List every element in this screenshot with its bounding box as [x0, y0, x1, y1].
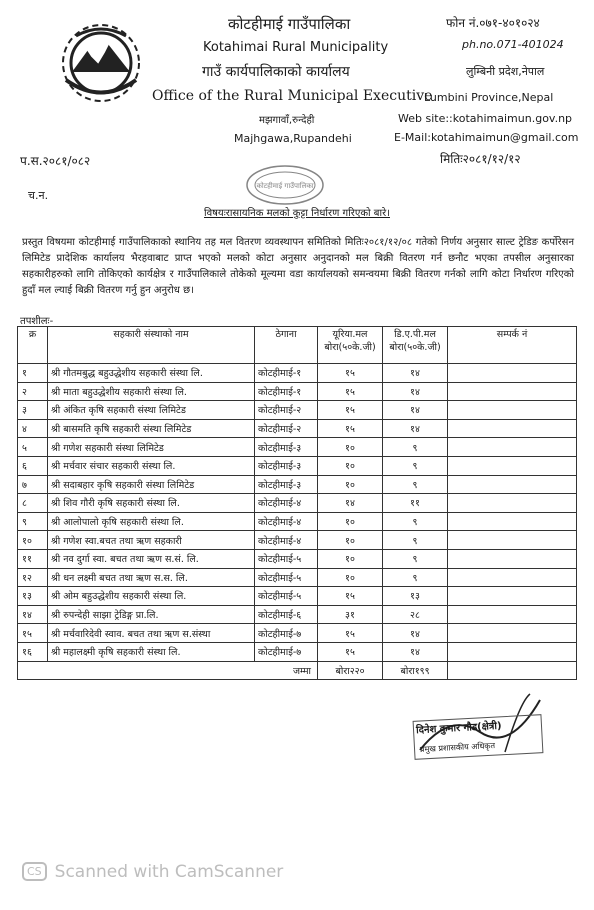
details-label: तपशीलः-	[20, 316, 54, 327]
row-contact	[448, 642, 577, 661]
row-dap: १४	[383, 642, 448, 661]
row-address: कोटहीमाई-३	[255, 475, 318, 494]
office-stamp	[244, 163, 326, 207]
row-contact	[448, 401, 577, 420]
row-org-name: श्री धन लक्ष्मी बचत तथा ऋण स.स. लि.	[48, 568, 255, 587]
table-row	[18, 642, 577, 661]
camscanner-icon: CS	[22, 862, 47, 881]
quota-table	[17, 326, 577, 680]
row-urea: १५	[318, 642, 383, 661]
table-row	[18, 512, 577, 531]
row-dap: १४	[383, 419, 448, 438]
col-org-name: सहकारी संस्थाको नाम	[48, 327, 255, 364]
subject-line: विषयःरासायनिक मलको कुट्टा निर्धारण गरिएको बारे।	[204, 208, 390, 219]
row-address: कोटहीमाई-७	[255, 642, 318, 661]
table-row	[18, 494, 577, 513]
row-org-name: श्री मर्चवार संचार सहकारी संस्था लि.	[48, 456, 255, 475]
total-label: जम्मा	[18, 661, 318, 680]
municipality-name-en: Kotahimai Rural Municipality	[203, 40, 389, 55]
row-contact	[448, 624, 577, 643]
row-sn: ४	[18, 419, 48, 438]
row-org-name: श्री रुपन्देही साझा ट्रेडिङ्ग प्रा.लि.	[48, 605, 255, 624]
table-row	[18, 568, 577, 587]
row-org-name: श्री ओम बहुउद्धेशीय सहकारी संस्था लि.	[48, 587, 255, 606]
row-urea: १०	[318, 438, 383, 457]
row-address: कोटहीमाई-६	[255, 605, 318, 624]
row-sn: १६	[18, 642, 48, 661]
total-contact	[448, 661, 577, 680]
place-np: मझगावाँ,रुन्देही	[259, 115, 315, 126]
dispatch-number: च.न.	[28, 189, 49, 202]
row-org-name: श्री गणेश सहकारी संस्था लिमिटेड	[48, 438, 255, 457]
row-urea: ३१	[318, 605, 383, 624]
row-dap: १४	[383, 382, 448, 401]
row-org-name: श्री शिव गौरी कृषि सहकारी संस्था लि.	[48, 494, 255, 513]
row-urea: १४	[318, 494, 383, 513]
row-address: कोटहीमाई-१	[255, 364, 318, 383]
letter-date: मितिः२०८१/१२/१२	[440, 152, 521, 166]
row-dap: ९	[383, 568, 448, 587]
row-org-name: श्री माता बहुउद्धेशीय सहकारी संस्था लि.	[48, 382, 255, 401]
row-sn: ७	[18, 475, 48, 494]
province-en: Lumbini Province,Nepal	[424, 91, 554, 104]
place-en: Majhgawa,Rupandehi	[234, 132, 352, 145]
row-sn: १४	[18, 605, 48, 624]
row-urea: १०	[318, 475, 383, 494]
camscanner-watermark	[22, 862, 283, 882]
table-row	[18, 587, 577, 606]
row-dap: १४	[383, 364, 448, 383]
row-address: कोटहीमाई-४	[255, 531, 318, 550]
row-address: कोटहीमाई-५	[255, 587, 318, 606]
row-address: कोटहीमाई-५	[255, 549, 318, 568]
row-contact	[448, 364, 577, 383]
row-address: कोटहीमाई-३	[255, 438, 318, 457]
col-contact: सम्पर्क नं	[448, 327, 577, 364]
row-urea: १५	[318, 401, 383, 420]
row-urea: १०	[318, 568, 383, 587]
total-dap: बोरा१९९	[383, 661, 448, 680]
row-sn: १५	[18, 624, 48, 643]
row-urea: १०	[318, 456, 383, 475]
row-address: कोटहीमाई-३	[255, 456, 318, 475]
row-contact	[448, 605, 577, 624]
office-name-en: Office of the Rural Municipal Executive	[152, 88, 433, 104]
row-contact	[448, 456, 577, 475]
table-row	[18, 364, 577, 383]
table-row	[18, 419, 577, 438]
table-row	[18, 605, 577, 624]
row-sn: ८	[18, 494, 48, 513]
row-contact	[448, 382, 577, 401]
row-org-name: श्री सदाबहार कृषि सहकारी संस्था लिमिटेड	[48, 475, 255, 494]
row-sn: ९	[18, 512, 48, 531]
table-row	[18, 549, 577, 568]
row-dap: ९	[383, 512, 448, 531]
row-org-name: श्री मर्चवारिदेवी स्वाव. बचत तथा ऋण स.संस्था	[48, 624, 255, 643]
table-row	[18, 382, 577, 401]
row-dap: १४	[383, 624, 448, 643]
row-sn: ११	[18, 549, 48, 568]
col-sn: क्र	[18, 327, 48, 364]
row-urea: १५	[318, 419, 383, 438]
svg-text:कोटहीमाई गाउँपालिका: कोटहीमाई गाउँपालिका	[256, 182, 314, 190]
row-dap: २८	[383, 605, 448, 624]
row-contact	[448, 419, 577, 438]
row-urea: १५	[318, 364, 383, 383]
col-dap: डि.ए.पी.मल बोरा(५०के.जी)	[383, 327, 448, 364]
row-urea: १५	[318, 624, 383, 643]
row-org-name: श्री महालक्ष्मी कृषि सहकारी संस्था लि.	[48, 642, 255, 661]
row-address: कोटहीमाई-४	[255, 494, 318, 513]
row-contact	[448, 438, 577, 457]
signatory-title: प्रमुख प्रशासकीय अधिकृत	[419, 741, 496, 754]
row-org-name: श्री बासमति कृषि सहकारी संस्था लिमिटेड	[48, 419, 255, 438]
table-total-row	[18, 661, 577, 680]
row-address: कोटहीमाई-२	[255, 401, 318, 420]
row-urea: १५	[318, 382, 383, 401]
row-contact	[448, 587, 577, 606]
row-address: कोटहीमाई-७	[255, 624, 318, 643]
row-dap: १४	[383, 401, 448, 420]
col-address: ठेगाना	[255, 327, 318, 364]
municipality-name-np: कोटहीमाई गाउँपालिका	[228, 15, 351, 33]
row-contact	[448, 512, 577, 531]
row-dap: ९	[383, 549, 448, 568]
row-urea: १०	[318, 549, 383, 568]
row-contact	[448, 494, 577, 513]
row-urea: १५	[318, 587, 383, 606]
row-sn: ५	[18, 438, 48, 457]
row-org-name: श्री आलोपालो कृषि सहकारी संस्था लि.	[48, 512, 255, 531]
col-urea: यूरिया.मल बोरा(५०के.जी)	[318, 327, 383, 364]
row-org-name: श्री गणेश स्वा.बचत तथा ऋण सहकारी	[48, 531, 255, 550]
row-dap: ९	[383, 456, 448, 475]
row-address: कोटहीमाई-१	[255, 382, 318, 401]
signatory-name: दिनेश कुमार गौड(क्षेत्री)	[415, 720, 502, 737]
row-urea: १०	[318, 512, 383, 531]
email: E-Mail:kotahimaimun@gmail.com	[394, 131, 579, 144]
table-row	[18, 531, 577, 550]
row-sn: १२	[18, 568, 48, 587]
row-address: कोटहीमाई-४	[255, 512, 318, 531]
row-contact	[448, 549, 577, 568]
table-header-row	[18, 327, 577, 364]
row-sn: १	[18, 364, 48, 383]
row-address: कोटहीमाई-५	[255, 568, 318, 587]
row-urea: १०	[318, 531, 383, 550]
table-row	[18, 438, 577, 457]
table-row	[18, 401, 577, 420]
row-sn: १३	[18, 587, 48, 606]
row-sn: ६	[18, 456, 48, 475]
body-paragraph: प्रस्तुत विषयमा कोटहीमाई गाउँपालिकाको स्थानिय तह मल वितरण व्यवस्थापन समितिको मितिः२०८१/१२/०८ गतेको निर्णय अनुसार साल्ट ट्रेडिङ कर्पोरेसन लिमिटेड प्रादेशिक कार्यालय भैरहवाबाट प्राप्त भएको मलको कोटा अनुसार अनुदानको मल बिक्री वितरण गर्न छनौट भएका तपसील अनुसारका सहकारीहरुको लागि तोकिएको कार्यक्षेत्र र गाउँपालिकाले तोकेको मूल्यमा वडा कार्यालयको समन्वयमा बिक्री वितरण गर्नको लागि कोटा निर्धारण गरिएको हुदाँ मल ल्याई बिक्री वितरण गर्नु हुन अनुरोध छ।	[22, 237, 574, 296]
row-dap: ११	[383, 494, 448, 513]
province-np: लुम्बिनी प्रदेश,नेपाल	[466, 65, 545, 78]
row-contact	[448, 531, 577, 550]
row-dap: ९	[383, 531, 448, 550]
row-dap: ९	[383, 438, 448, 457]
office-name-np: गाउँ कार्यपालिकाको कार्यालय	[202, 64, 350, 80]
row-org-name: श्री गौतमबुद्ध बहुउद्धेशीय सहकारी संस्था लि.	[48, 364, 255, 383]
table-row	[18, 624, 577, 643]
reference-number: प.स.२०८१/०८२	[20, 154, 91, 168]
watermark-text: Scanned with CamScanner	[54, 862, 284, 882]
website: Web site::kotahimaimun.gov.np	[398, 112, 573, 125]
row-contact	[448, 568, 577, 587]
row-sn: २	[18, 382, 48, 401]
row-org-name: श्री नव दुर्गा स्वा. बचत तथा ऋण स.सं. लि.	[48, 549, 255, 568]
total-urea: बोरा२२०	[318, 661, 383, 680]
phone-en: ph.no.071-401024	[462, 38, 564, 51]
row-contact	[448, 475, 577, 494]
row-org-name: श्री अंकित कृषि सहकारी संस्था लिमिटेड	[48, 401, 255, 420]
row-sn: ३	[18, 401, 48, 420]
table-row	[18, 456, 577, 475]
row-dap: ९	[383, 475, 448, 494]
row-address: कोटहीमाई-२	[255, 419, 318, 438]
row-dap: १३	[383, 587, 448, 606]
phone-np: फोन नं.०७१-४०१०२४	[446, 16, 540, 30]
row-sn: १०	[18, 531, 48, 550]
municipality-logo	[58, 20, 144, 106]
table-row	[18, 475, 577, 494]
